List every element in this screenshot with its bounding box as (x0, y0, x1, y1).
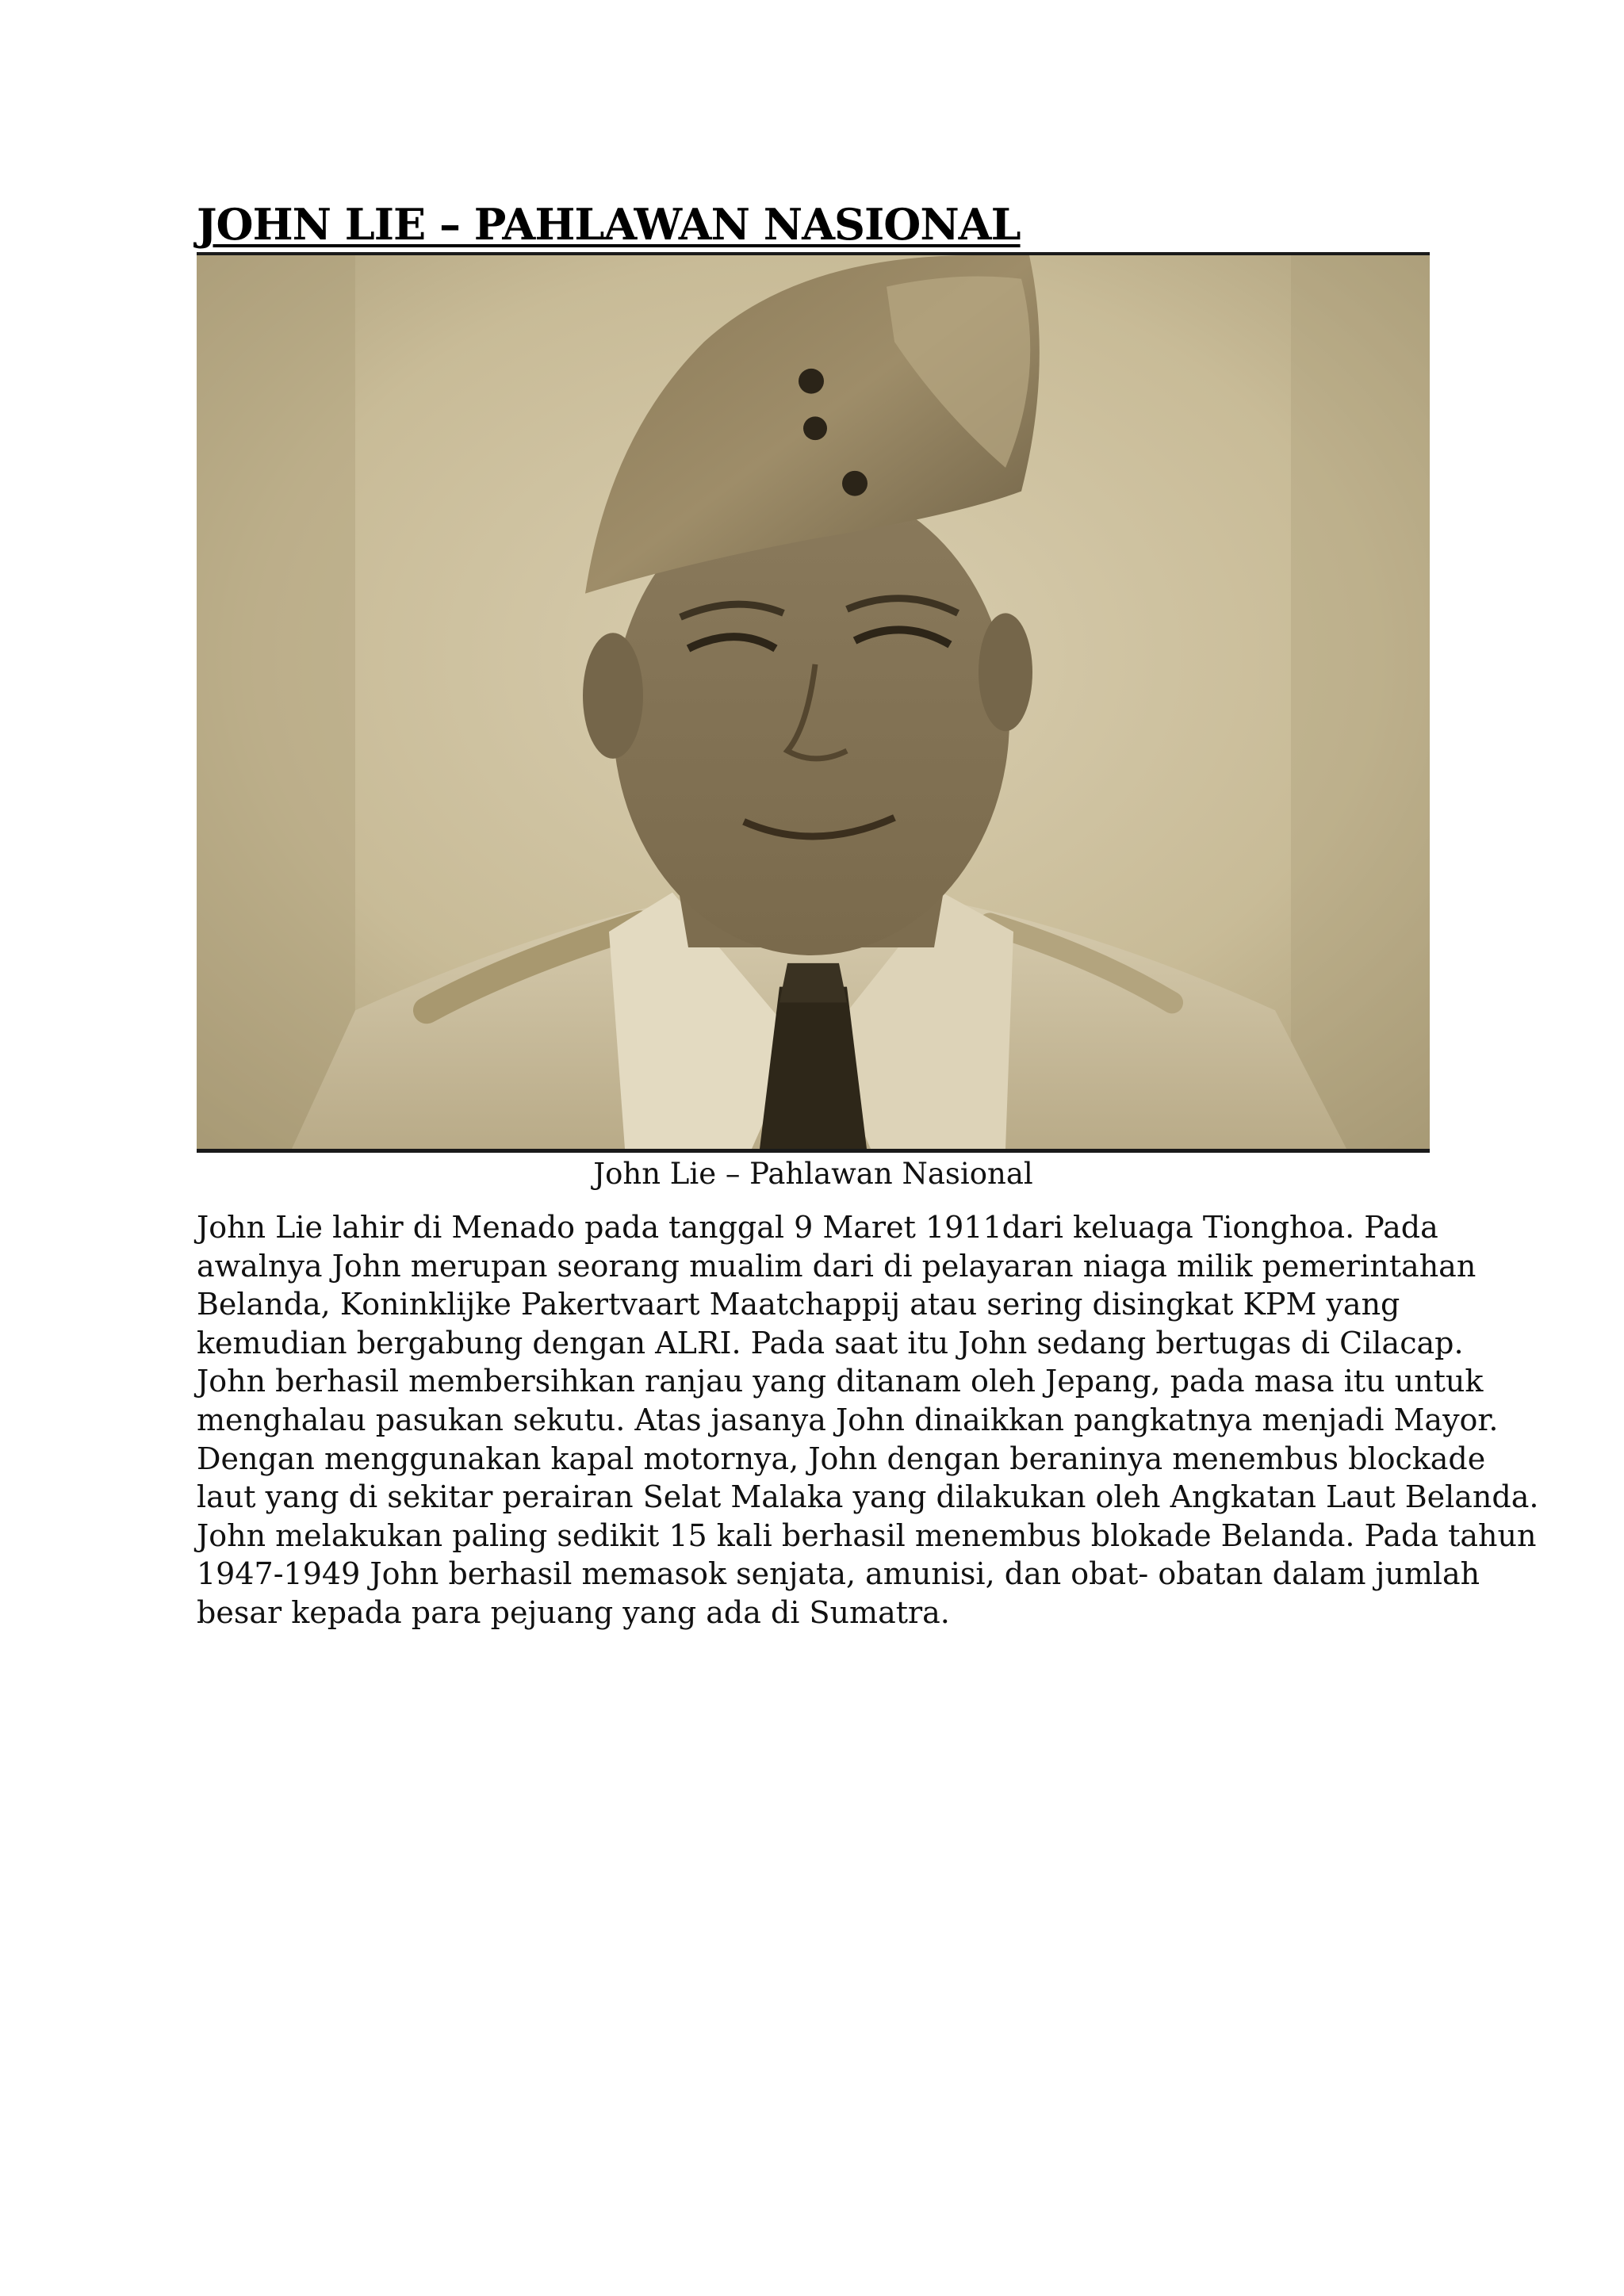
body-line: awalnya John merupan seorang mualim dari di pelayaran niaga milik pemerintahan (197, 1248, 1477, 1284)
body-line: kemudian bergabung dengan ALRI. Pada saat itu John sedang bertugas di Cilacap. (197, 1325, 1464, 1360)
body-line: Belanda, Koninklijke Pakertvaart Maatchappij atau sering disingkat KPM yang (197, 1287, 1400, 1322)
body-line: menghalau pasukan sekutu. Atas jasanya John dinaikkan pangkatnya menjadi Mayor. (197, 1402, 1499, 1437)
photo-caption: John Lie – Pahlawan Nasional (593, 1157, 1033, 1191)
portrait-photo (197, 252, 1430, 1153)
body-line: Dengan menggunakan kapal motornya, John dengan beraninya menembus blockade (197, 1441, 1486, 1476)
body-line: John berhasil membersihkan ranjau yang ditanam oleh Jepang, pada masa itu untuk (197, 1364, 1484, 1399)
body-paragraph (197, 1208, 1539, 1632)
page-title: JOHN LIE – PAHLAWAN NASIONAL (197, 199, 1021, 250)
body-line: John Lie lahir di Menado pada tanggal 9 Maret 1911dari keluaga Tionghoa. Pada (197, 1210, 1438, 1245)
body-line: besar kepada para pejuang yang ada di Sumatra. (197, 1594, 950, 1630)
body-line: 1947-1949 John berhasil memasok senjata, amunisi, dan obat- obatan dalam jumlah (197, 1556, 1480, 1592)
portrait-photo-icon (197, 255, 1430, 1149)
body-line: John melakukan paling sedikit 15 kali berhasil menembus blokade Belanda. Pada tahun (197, 1517, 1537, 1553)
body-line: laut yang di sekitar perairan Selat Malaka yang dilakukan oleh Angkatan Laut Belanda. (197, 1479, 1539, 1515)
